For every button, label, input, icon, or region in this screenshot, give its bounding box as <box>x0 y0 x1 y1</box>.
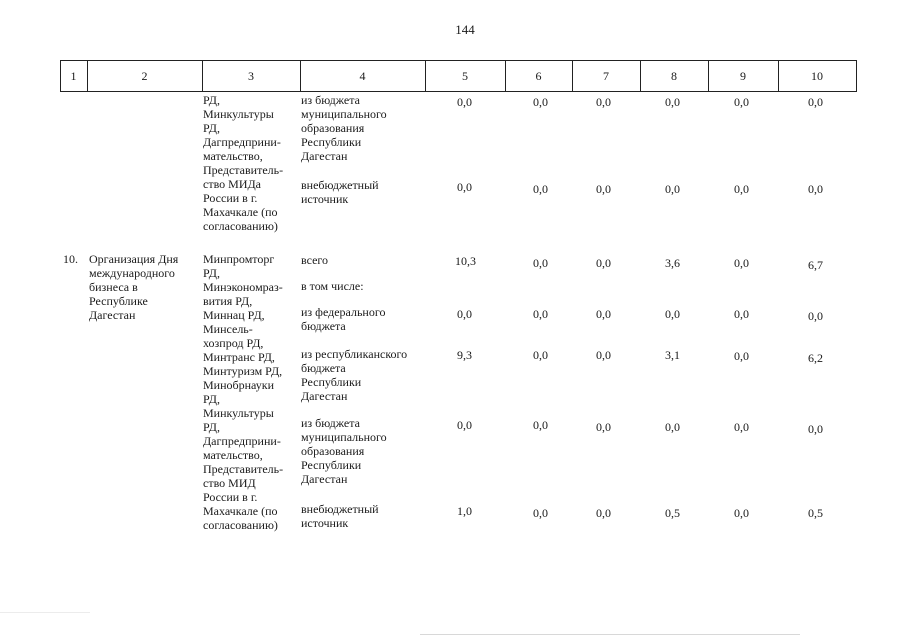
column-header: 9 <box>740 69 746 83</box>
row-number: 10. <box>63 252 78 266</box>
value-cell: 0,0 <box>533 182 548 196</box>
value-cell: 0,0 <box>533 256 548 270</box>
column-header: 1 <box>70 69 77 83</box>
value-cell: 0,0 <box>808 182 823 196</box>
value-cell: 0,0 <box>665 95 680 109</box>
funding-source-cell: внебюджетный источник <box>301 502 379 530</box>
column-header: 3 <box>248 69 254 83</box>
scan-artifact-line <box>420 634 800 635</box>
column-header: 5 <box>462 69 468 83</box>
column-header: 2 <box>141 69 148 83</box>
value-cell: 0,0 <box>457 180 472 194</box>
executors-cell: Минпромторг РД, Минэкономраз- вития РД, Миннац РД, Минсель- хозпрод РД, Минтранс РД, Минтуризм РД, Минобрнауки РД, Минкультуры РД, Дагпредприни- мательство, Представитель- ство МИД России в г. Махачкале (по согласованию) <box>203 252 284 532</box>
column-header: 4 <box>359 69 366 83</box>
value-cell: 0,0 <box>457 418 472 432</box>
value-cell: 6,7 <box>808 258 823 272</box>
value-cell: 0,0 <box>596 348 611 362</box>
value-cell: 0,0 <box>457 95 472 109</box>
value-cell: 0,5 <box>808 506 823 520</box>
value-cell: 0,5 <box>665 506 680 520</box>
scan-artifact-line <box>0 612 90 613</box>
value-cell: 0,0 <box>533 506 548 520</box>
value-cell: 0,0 <box>665 307 680 321</box>
funding-source-cell: из бюджета муниципального образования Республики Дагестан <box>301 93 387 163</box>
value-cell: 0,0 <box>808 309 823 323</box>
column-divider <box>856 61 857 91</box>
funding-source-cell: внебюджетный источник <box>301 178 379 206</box>
value-cell: 9,3 <box>457 348 472 362</box>
value-cell: 0,0 <box>734 256 749 270</box>
value-cell: 0,0 <box>665 420 680 434</box>
value-cell: 0,0 <box>596 420 611 434</box>
table-header-row <box>60 60 857 92</box>
value-cell: 0,0 <box>533 348 548 362</box>
value-cell: 0,0 <box>734 307 749 321</box>
page-number: 144 <box>455 22 475 37</box>
funding-source-cell: из республиканского бюджета Республики Дагестан <box>301 347 408 403</box>
value-cell: 0,0 <box>533 307 548 321</box>
activity-title: Организация Дня международного бизнеса в Республике Дагестан <box>89 252 179 322</box>
value-cell: 0,0 <box>457 307 472 321</box>
funding-source-cell: всего <box>301 253 329 267</box>
value-cell: 3,1 <box>665 348 680 362</box>
value-cell: 0,0 <box>734 182 749 196</box>
funding-source-cell: из федерального бюджета <box>301 305 386 333</box>
value-cell: 0,0 <box>734 506 749 520</box>
value-cell: 0,0 <box>533 95 548 109</box>
value-cell: 6,2 <box>808 351 823 365</box>
funding-source-cell: в том числе: <box>301 279 364 293</box>
value-cell: 0,0 <box>596 307 611 321</box>
value-cell: 0,0 <box>734 420 749 434</box>
column-header: 7 <box>603 69 609 83</box>
value-cell: 0,0 <box>533 418 548 432</box>
value-cell: 10,3 <box>455 254 476 268</box>
executors-cell: РД, Минкультуры РД, Дагпредприни- мательство, Представитель- ство МИДа России в г. Махачкале (по согласованию) <box>203 93 284 233</box>
value-cell: 0,0 <box>596 95 611 109</box>
funding-source-cell: из бюджета муниципального образования Республики Дагестан <box>301 416 387 486</box>
value-cell: 0,0 <box>734 95 749 109</box>
value-cell: 0,0 <box>596 256 611 270</box>
value-cell: 0,0 <box>596 506 611 520</box>
value-cell: 0,0 <box>808 422 823 436</box>
value-cell: 0,0 <box>665 182 680 196</box>
column-header: 6 <box>535 69 542 83</box>
value-cell: 0,0 <box>808 95 823 109</box>
column-header: 10 <box>811 69 823 83</box>
value-cell: 3,6 <box>665 256 680 270</box>
value-cell: 1,0 <box>457 504 472 518</box>
value-cell: 0,0 <box>596 182 611 196</box>
column-header: 8 <box>671 69 677 83</box>
value-cell: 0,0 <box>734 349 749 363</box>
